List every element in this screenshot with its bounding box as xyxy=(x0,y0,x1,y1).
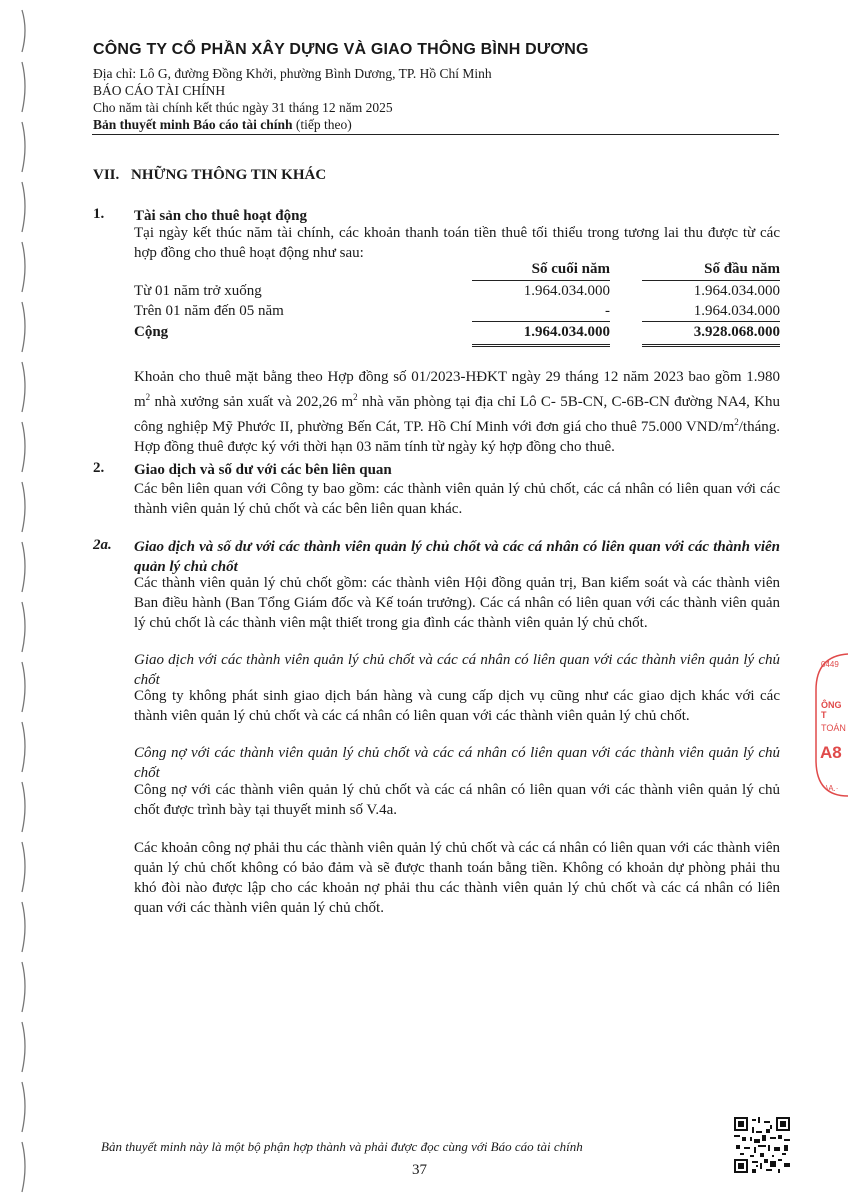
col-header-end: Số cuối năm xyxy=(531,261,610,277)
s2a-sub2-text: Công nợ với các thành viên quản lý chủ chốt và các cá nhân có liên quan với các thành viên quản lý chủ chốt được trình bày tại thuyết minh số V.4a. xyxy=(134,782,780,818)
notes-title-bold: Bản thuyết minh Báo cáo tài chính xyxy=(93,117,293,132)
stamp-text-1: 0449 xyxy=(821,660,839,669)
s2-number: 2. xyxy=(93,460,105,476)
row-value-begin: 1.964.034.000 xyxy=(693,303,780,319)
notes-title xyxy=(93,117,352,133)
stamp-text-2: ÔNG T xyxy=(821,700,842,720)
sup-3: 2 xyxy=(734,417,739,427)
s2a-sub2-title: Công nợ với các thành viên quản lý chủ chốt và các cá nhân có liên quan với các thành viên quản lý chủ chốt xyxy=(134,745,780,781)
lease-description xyxy=(134,367,780,457)
total-rule-2 xyxy=(642,321,780,322)
row-label: Từ 01 năm trở xuống xyxy=(134,283,262,299)
lease-text-4: /tháng. Hợp đồng thuê được ký với thời hạn 03 năm tính từ ngày ký hợp đồng cho thuê. xyxy=(134,419,780,455)
row-value-begin: 1.964.034.000 xyxy=(693,283,780,299)
table-total-row xyxy=(134,324,780,344)
header-rule-1 xyxy=(472,280,610,281)
header-rule-2 xyxy=(642,280,780,281)
qr-code-icon xyxy=(734,1117,790,1173)
company-address: Địa chỉ: Lô G, đường Đồng Khởi, phường Bình Dương, TP. Hồ Chí Minh xyxy=(93,66,492,81)
total-value-end: 1.964.034.000 xyxy=(523,324,610,340)
stamp-text-3: TOÁN xyxy=(821,723,846,733)
table-row xyxy=(134,283,780,303)
col-header-begin: Số đầu năm xyxy=(704,261,780,277)
row-value-end: - xyxy=(605,303,610,319)
sup-2: 2 xyxy=(353,392,358,402)
s2a-sub1-text: Công ty không phát sinh giao dịch bán hàng và cung cấp dịch vụ cũng như các giao dịch khác với các thành viên quản lý chủ chốt và các cá nhân có liên quan với các thành viên quản lý chủ chốt. xyxy=(134,688,780,724)
s1-title: Tài sản cho thuê hoạt động xyxy=(134,208,307,224)
row-value-end: 1.964.034.000 xyxy=(523,283,610,299)
s2a-number: 2a. xyxy=(93,537,112,553)
s2a-text: Các thành viên quản lý chủ chốt gồm: các thành viên Hội đồng quản trị, Ban kiểm soát và các thành viên Ban điều hành (Ban Tổng Giám đốc và Kế toán trưởng). Các cá nhân có liên quan với các thành viên quản lý chủ chốt là các thành viên mật thiết trong gia đình các thành viên quản lý chủ chốt. xyxy=(134,575,780,631)
section-number: VII. xyxy=(93,167,120,183)
s2a-closing: Các khoản công nợ phải thu các thành viên quản lý chủ chốt và các cá nhân có liên quan với các thành viên quản lý chủ chốt không có bảo đảm và sẽ được thanh toán bằng tiền. Không có khoản dự phòng phải thu khó đòi nào được lập cho các khoản nợ phải thu các thành viên quản lý chủ chốt và các cá nhân có liên quan với các thành viên quản lý chủ chốt. xyxy=(134,840,780,916)
total-rule-1 xyxy=(472,321,610,322)
company-stamp xyxy=(812,650,848,800)
s1-intro: Tại ngày kết thúc năm tài chính, các khoản thanh toán tiền thuê tối thiểu trong tương lai thu được từ các hợp đồng cho thuê hoạt động như sau: xyxy=(134,225,780,261)
binding-marks xyxy=(0,0,40,1200)
report-title: BÁO CÁO TÀI CHÍNH xyxy=(93,83,226,98)
table-header xyxy=(134,261,780,281)
page-number: 37 xyxy=(412,1162,427,1178)
stamp-text-4: A8 xyxy=(820,743,842,762)
total-double-rule-1 xyxy=(472,344,610,347)
notes-title-suffix: (tiếp theo) xyxy=(292,117,352,132)
section-title: NHỮNG THÔNG TIN KHÁC xyxy=(131,167,327,183)
lease-text-3: nhà văn phòng tại địa chỉ Lô C- 5B-CN, C-6B-CN đường NA4, Khu công nghiệp Mỹ Phước II, phường Bến Cát, TP. Hồ Chí Minh với đơn giá cho thuê 75.000 VND/m xyxy=(134,394,781,435)
total-label: Cộng xyxy=(134,324,169,340)
sup-1: 2 xyxy=(145,392,151,402)
total-value-begin: 3.928.068.000 xyxy=(693,324,780,340)
table-row xyxy=(134,303,780,323)
lease-text-2: nhà xưởng sản xuất và 202,26 m xyxy=(150,394,354,410)
s2-text: Các bên liên quan với Công ty bao gồm: các thành viên quản lý chủ chốt, các cá nhân có liên quan với các thành viên quản lý chủ chốt và các bên liên quan khác. xyxy=(134,481,780,517)
lease-text-1: Khoản cho thuê mặt bằng theo Hợp đồng số 01/2023-HĐKT ngày 29 tháng 12 năm 2023 bao gồm 1.980 m xyxy=(134,369,780,410)
total-double-rule-2 xyxy=(642,344,780,347)
stamp-text-5: \A.· xyxy=(826,784,839,793)
footer-note: Bản thuyết minh này là một bộ phận hợp thành và phải được đọc cùng với Báo cáo tài chính xyxy=(101,1139,583,1154)
company-name: CÔNG TY CỔ PHẦN XÂY DỰNG VÀ GIAO THÔNG BÌNH DƯƠNG xyxy=(93,41,589,58)
s2-title: Giao dịch và số dư với các bên liên quan xyxy=(134,462,392,478)
row-label: Trên 01 năm đến 05 năm xyxy=(134,303,284,319)
header-divider xyxy=(92,134,779,135)
s2a-sub1-title: Giao dịch với các thành viên quản lý chủ chốt và các cá nhân có liên quan với các thành viên quản lý chủ chốt xyxy=(134,652,780,688)
s1-number: 1. xyxy=(93,206,105,222)
s2a-title: Giao dịch và số dư với các thành viên quản lý chủ chốt và các cá nhân có liên quan với các thành viên quản lý chủ chốt xyxy=(134,539,780,575)
report-period: Cho năm tài chính kết thúc ngày 31 tháng 12 năm 2025 xyxy=(93,100,393,115)
